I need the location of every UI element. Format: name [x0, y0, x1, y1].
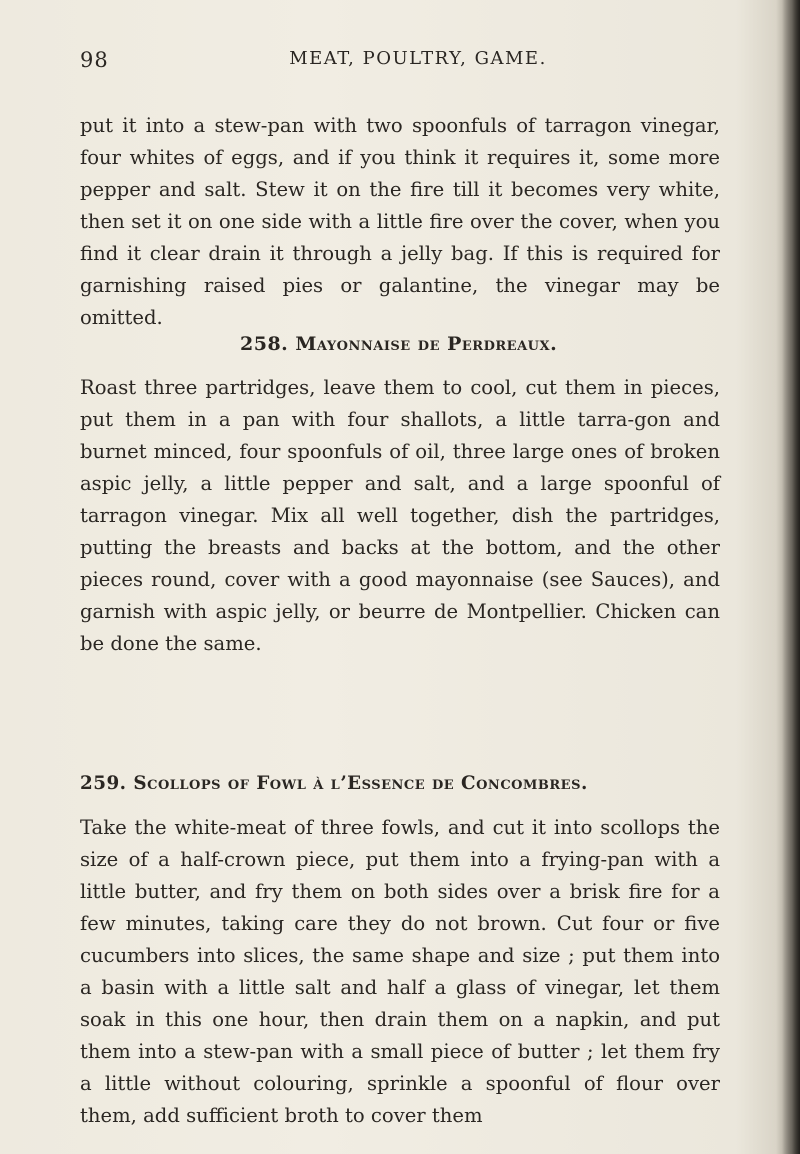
page-header [80, 48, 736, 78]
paragraph-text: put it into a stew-pan with two spoonfuls of tarragon vinegar, four whites of eggs, and if you think it requires it, some more pepper and salt. Stew it on the fire till it becomes very white, then set it on one side with a little fire over the cover, when you find it clear drain it through a jelly bag. If this is required for garnishing raised pies or galantine, the vinegar may be omitted. [80, 114, 720, 329]
page-edge-shadow [782, 0, 800, 1154]
recipe-body: Take the white-meat of three fowls, and cut it into scollops the size of a half-crown piece, put them into a frying-pan with a little butter, and fry them on both sides over a brisk fire for a few minutes, taking care they do not brown. Cut four or five cucumbers into slices, the same shape and size ; put them into a basin with a little salt and half a glass of vinegar, let them soak in this one hour, then drain them on a napkin, and put them into a stew-pan with a small piece of butter ; let them fry a little without colouring, sprinkle a spoonful of flour over them, add sufficient broth to cover them [80, 816, 720, 1127]
recipe-body: Roast three partridges, leave them to cool, cut them in pieces, put them in a pan with four shallots, a little tarra-gon and burnet minced, four spoonfuls of oil, three large ones of broken aspic jelly, a little pepper and salt, and a large spoonful of tarragon vinegar. Mix all well together, dish the partridges, putting the breasts and backs at the bottom, and the other pieces round, cover with a good mayonnaise (see Sauces), and garnish with aspic jelly, or beurre de Montpellier. Chicken can be done the same. [80, 376, 720, 655]
recipe-259 [80, 770, 720, 1132]
recipe-258 [80, 330, 720, 660]
page-number: 98 [80, 48, 109, 72]
recipe-heading: 258. Mayonnaise de Perdreaux. [240, 333, 558, 355]
running-head: MEAT, POULTRY, GAME. [289, 48, 547, 69]
continued-paragraph [80, 110, 720, 334]
recipe-heading: 259. Scollops of Fowl à l’Essence de Concombres. [80, 773, 588, 794]
